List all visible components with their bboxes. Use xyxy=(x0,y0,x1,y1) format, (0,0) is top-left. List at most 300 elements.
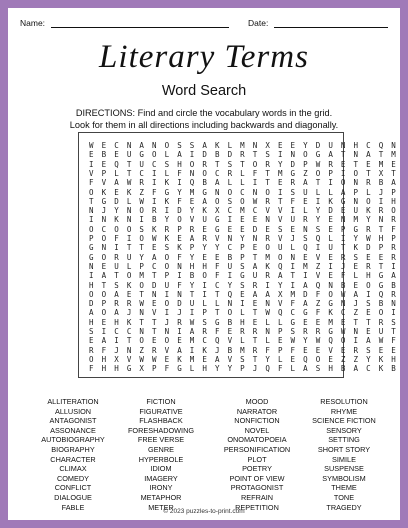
grid-letter[interactable]: A xyxy=(340,187,346,197)
grid-letter[interactable]: K xyxy=(328,196,333,206)
grid-letter[interactable]: R xyxy=(252,327,258,336)
grid-letter[interactable]: R xyxy=(252,280,258,290)
grid-letter[interactable]: T xyxy=(252,336,258,346)
grid-letter[interactable]: O xyxy=(328,289,333,299)
grid-letter[interactable]: V xyxy=(315,271,321,281)
grid-letter[interactable]: A xyxy=(277,271,283,281)
grid-letter[interactable]: T xyxy=(340,243,346,253)
grid-letter[interactable]: T xyxy=(265,168,270,178)
grid-letter[interactable]: C xyxy=(139,168,144,178)
grid-letter[interactable]: O xyxy=(227,308,233,318)
grid-letter[interactable]: E xyxy=(265,224,270,234)
grid-letter[interactable]: I xyxy=(152,196,157,206)
grid-letter[interactable]: Y xyxy=(189,252,195,262)
grid-letter[interactable]: I xyxy=(164,289,170,299)
grid-letter[interactable]: Y xyxy=(227,364,233,374)
grid-letter[interactable]: T xyxy=(366,168,371,178)
grid-letter[interactable]: N xyxy=(391,299,396,309)
grid-letter[interactable]: Q xyxy=(265,364,270,374)
grid-letter[interactable]: I xyxy=(378,196,384,206)
grid-letter[interactable]: G xyxy=(353,224,359,234)
grid-letter[interactable]: N xyxy=(340,299,346,309)
grid-letter[interactable]: E xyxy=(277,178,283,188)
grid-letter[interactable]: Q xyxy=(315,234,321,243)
grid-letter[interactable]: Y xyxy=(139,252,144,262)
grid-letter[interactable]: H xyxy=(353,141,359,150)
grid-letter[interactable]: O xyxy=(164,299,170,309)
grid-letter[interactable]: K xyxy=(101,187,107,197)
grid-letter[interactable]: S xyxy=(315,224,321,234)
grid-letter[interactable]: T xyxy=(378,261,384,271)
grid-letter[interactable]: M xyxy=(290,289,296,299)
grid-letter[interactable]: K xyxy=(328,308,333,318)
grid-letter[interactable]: S xyxy=(177,141,182,150)
grid-letter[interactable]: N xyxy=(152,289,157,299)
grid-letter[interactable]: L xyxy=(277,354,283,364)
grid-letter[interactable]: I xyxy=(114,336,119,346)
grid-letter[interactable]: S xyxy=(202,317,207,327)
grid-letter[interactable]: X xyxy=(214,206,220,216)
grid-letter[interactable]: Q xyxy=(378,141,384,150)
grid-letter[interactable]: E xyxy=(353,261,359,271)
grid-letter[interactable]: L xyxy=(214,299,220,309)
grid-letter[interactable]: O xyxy=(340,336,346,346)
grid-letter[interactable]: V xyxy=(315,252,321,262)
grid-letter[interactable]: G xyxy=(89,243,94,253)
grid-letter[interactable]: E xyxy=(214,252,220,262)
grid-letter[interactable]: J xyxy=(252,364,258,374)
grid-letter[interactable]: F xyxy=(252,168,258,178)
grid-letter[interactable]: I xyxy=(277,150,283,160)
grid-letter[interactable]: A xyxy=(214,178,220,188)
grid-letter[interactable]: M xyxy=(277,168,283,178)
grid-letter[interactable]: P xyxy=(101,299,107,309)
grid-letter[interactable]: L xyxy=(114,168,119,178)
grid-letter[interactable]: R xyxy=(265,196,270,206)
grid-letter[interactable]: V xyxy=(265,206,270,216)
grid-letter[interactable]: N xyxy=(252,187,258,197)
grid-letter[interactable]: U xyxy=(378,327,384,336)
grid-letter[interactable]: Z xyxy=(303,168,308,178)
grid-letter[interactable]: E xyxy=(89,150,94,160)
grid-letter[interactable]: I xyxy=(353,336,359,346)
grid-letter[interactable]: L xyxy=(328,187,333,197)
grid-letter[interactable]: R xyxy=(391,289,396,299)
grid-letter[interactable]: Y xyxy=(303,141,308,150)
grid-letter[interactable]: W xyxy=(366,234,371,243)
grid-letter[interactable]: M xyxy=(378,159,384,169)
grid-letter[interactable]: T xyxy=(126,168,132,178)
grid-letter[interactable]: Y xyxy=(214,364,220,374)
grid-letter[interactable]: O xyxy=(353,168,359,178)
grid-letter[interactable]: Q xyxy=(114,159,119,169)
grid-letter[interactable]: U xyxy=(227,261,233,271)
grid-letter[interactable]: D xyxy=(328,206,333,216)
grid-letter[interactable]: I xyxy=(202,289,207,299)
grid-letter[interactable]: E xyxy=(202,252,207,262)
grid-letter[interactable]: D xyxy=(290,159,296,169)
grid-letter[interactable]: O xyxy=(189,159,195,169)
grid-letter[interactable]: H xyxy=(89,280,94,290)
grid-letter[interactable]: A xyxy=(391,271,396,281)
grid-letter[interactable]: U xyxy=(303,187,308,197)
grid-letter[interactable]: L xyxy=(227,178,233,188)
grid-letter[interactable]: O xyxy=(315,168,321,178)
grid-letter[interactable]: I xyxy=(328,178,333,188)
date-field[interactable] xyxy=(248,18,388,28)
grid-letter[interactable]: N xyxy=(353,327,359,336)
grid-letter[interactable]: O xyxy=(89,354,94,364)
grid-letter[interactable]: Y xyxy=(240,234,245,243)
grid-letter[interactable]: H xyxy=(328,364,333,374)
grid-letter[interactable]: Z xyxy=(353,354,359,364)
grid-letter[interactable]: B xyxy=(340,364,346,374)
grid-letter[interactable]: C xyxy=(126,327,132,336)
grid-letter[interactable]: I xyxy=(189,150,195,160)
grid-letter[interactable]: Q xyxy=(277,261,283,271)
grid-letter[interactable]: Q xyxy=(303,243,308,253)
grid-letter[interactable]: Y xyxy=(303,336,308,346)
grid-letter[interactable]: K xyxy=(164,178,170,188)
grid-letter[interactable]: W xyxy=(315,159,321,169)
grid-letter[interactable]: R xyxy=(202,234,207,243)
grid-letter[interactable]: O xyxy=(391,206,396,216)
grid-letter[interactable]: E xyxy=(340,206,346,216)
grid-letter[interactable]: L xyxy=(164,150,170,160)
grid-letter[interactable]: U xyxy=(126,150,132,160)
grid-letter[interactable]: G xyxy=(214,317,220,327)
grid-letter[interactable]: R xyxy=(189,224,195,234)
grid-letter[interactable]: T xyxy=(214,159,220,169)
grid-letter[interactable]: G xyxy=(290,317,296,327)
grid-letter[interactable]: I xyxy=(265,280,270,290)
grid-letter[interactable]: R xyxy=(202,159,207,169)
grid-letter[interactable]: P xyxy=(202,308,207,318)
grid-letter[interactable]: Y xyxy=(202,243,207,253)
grid-letter[interactable]: O xyxy=(177,215,182,225)
grid-letter[interactable]: K xyxy=(265,261,270,271)
grid-letter[interactable]: C xyxy=(340,308,346,318)
grid-letter[interactable]: S xyxy=(290,327,296,336)
grid-letter[interactable]: R xyxy=(152,206,157,216)
grid-letter[interactable]: F xyxy=(290,196,296,206)
grid-letter[interactable]: E xyxy=(240,224,245,234)
grid-letter[interactable]: S xyxy=(240,354,245,364)
grid-letter[interactable]: Y xyxy=(277,159,283,169)
grid-letter[interactable]: U xyxy=(328,141,333,150)
grid-letter[interactable]: I xyxy=(101,327,107,336)
grid-letter[interactable]: O xyxy=(340,178,346,188)
grid-letter[interactable]: M xyxy=(240,206,245,216)
grid-letter[interactable]: O xyxy=(89,187,94,197)
grid-letter[interactable]: K xyxy=(378,364,384,374)
name-field[interactable] xyxy=(20,18,229,28)
grid-letter[interactable]: V xyxy=(227,354,233,364)
grid-letter[interactable]: G xyxy=(378,280,384,290)
grid-letter[interactable]: Q xyxy=(303,354,308,364)
grid-letter[interactable]: R xyxy=(164,224,170,234)
grid-letter[interactable]: S xyxy=(277,224,283,234)
grid-letter[interactable]: I xyxy=(227,271,233,281)
grid-letter[interactable]: E xyxy=(152,299,157,309)
grid-letter[interactable]: E xyxy=(366,252,371,262)
grid-letter[interactable]: N xyxy=(353,196,359,206)
grid-letter[interactable]: P xyxy=(152,364,157,374)
grid-letter[interactable]: H xyxy=(391,354,396,364)
grid-letter[interactable]: C xyxy=(101,224,107,234)
grid-letter[interactable]: L xyxy=(240,336,245,346)
grid-letter[interactable]: B xyxy=(227,317,233,327)
grid-letter[interactable]: Y xyxy=(315,215,321,225)
grid-letter[interactable]: R xyxy=(391,252,396,262)
grid-letter[interactable]: T xyxy=(366,317,371,327)
grid-letter[interactable]: S xyxy=(114,280,119,290)
grid-letter[interactable]: B xyxy=(101,150,107,160)
grid-letter[interactable]: E xyxy=(315,317,321,327)
grid-letter[interactable]: E xyxy=(328,252,333,262)
grid-letter[interactable]: K xyxy=(378,354,384,364)
grid-letter[interactable]: L xyxy=(240,168,245,178)
grid-letter[interactable]: X xyxy=(277,289,283,299)
grid-letter[interactable]: S xyxy=(164,243,170,253)
grid-letter[interactable]: O xyxy=(277,252,283,262)
grid-letter[interactable]: E xyxy=(202,224,207,234)
grid-letter[interactable]: O xyxy=(366,280,371,290)
grid-letter[interactable]: E xyxy=(101,317,107,327)
grid-letter[interactable]: S xyxy=(366,345,371,355)
grid-letter[interactable]: Q xyxy=(189,178,195,188)
grid-letter[interactable]: Y xyxy=(164,215,170,225)
grid-letter[interactable]: J xyxy=(164,317,170,327)
grid-letter[interactable]: I xyxy=(177,271,182,281)
grid-letter[interactable]: G xyxy=(164,187,170,197)
grid-letter[interactable]: F xyxy=(89,364,94,374)
grid-letter[interactable]: R xyxy=(328,159,333,169)
grid-letter[interactable]: C xyxy=(366,141,371,150)
grid-letter[interactable]: N xyxy=(265,327,270,336)
grid-letter[interactable]: O xyxy=(366,196,371,206)
grid-letter[interactable]: K xyxy=(126,187,132,197)
grid-letter[interactable]: L xyxy=(277,317,283,327)
grid-letter[interactable]: K xyxy=(202,345,207,355)
grid-letter[interactable]: P xyxy=(240,243,245,253)
grid-letter[interactable]: W xyxy=(290,336,296,346)
grid-letter[interactable]: Q xyxy=(227,289,233,299)
grid-letter[interactable]: E xyxy=(227,224,233,234)
grid-letter[interactable]: D xyxy=(202,150,207,160)
grid-letter[interactable]: C xyxy=(252,206,258,216)
grid-letter[interactable]: E xyxy=(353,280,359,290)
grid-letter[interactable]: V xyxy=(189,215,195,225)
grid-letter[interactable]: T xyxy=(126,159,132,169)
grid-letter[interactable]: Y xyxy=(315,206,321,216)
grid-letter[interactable]: N xyxy=(353,178,359,188)
grid-letter[interactable]: O xyxy=(265,243,270,253)
grid-letter[interactable]: A xyxy=(114,289,119,299)
grid-letter[interactable]: N xyxy=(340,141,346,150)
grid-letter[interactable]: G xyxy=(328,299,333,309)
grid-letter[interactable]: I xyxy=(164,206,170,216)
grid-letter[interactable]: D xyxy=(252,224,258,234)
grid-letter[interactable]: L xyxy=(189,364,195,374)
grid-letter[interactable]: I xyxy=(139,215,144,225)
grid-letter[interactable]: P xyxy=(277,327,283,336)
grid-letter[interactable]: V xyxy=(277,206,283,216)
grid-letter[interactable]: O xyxy=(152,150,157,160)
grid-letter[interactable]: T xyxy=(252,308,258,318)
grid-letter[interactable]: J xyxy=(290,234,296,243)
grid-letter[interactable]: G xyxy=(101,196,107,206)
grid-letter[interactable]: E xyxy=(328,224,333,234)
grid-letter[interactable]: H xyxy=(391,196,396,206)
grid-letter[interactable]: Z xyxy=(139,187,144,197)
grid-letter[interactable]: E xyxy=(101,261,107,271)
grid-letter[interactable]: P xyxy=(391,234,396,243)
grid-letter[interactable]: M xyxy=(265,252,270,262)
grid-letter[interactable]: F xyxy=(391,336,396,346)
grid-letter[interactable]: G xyxy=(177,364,182,374)
grid-letter[interactable]: T xyxy=(240,159,245,169)
grid-letter[interactable]: W xyxy=(315,336,321,346)
grid-letter[interactable]: S xyxy=(240,261,245,271)
grid-letter[interactable]: N xyxy=(126,345,132,355)
grid-letter[interactable]: R xyxy=(353,345,359,355)
grid-letter[interactable]: E xyxy=(328,215,333,225)
grid-letter[interactable]: V xyxy=(126,354,132,364)
grid-letter[interactable]: S xyxy=(391,317,396,327)
grid-letter[interactable]: N xyxy=(89,206,94,216)
grid-letter[interactable]: Z xyxy=(340,354,346,364)
grid-letter[interactable]: R xyxy=(391,215,396,225)
grid-letter[interactable]: E xyxy=(177,234,182,243)
grid-letter[interactable]: I xyxy=(252,178,258,188)
grid-letter[interactable]: P xyxy=(189,243,195,253)
grid-letter[interactable]: A xyxy=(177,150,182,160)
grid-letter[interactable]: H xyxy=(378,234,384,243)
grid-letter[interactable]: N xyxy=(139,327,144,336)
grid-letter[interactable]: Y xyxy=(227,280,233,290)
grid-letter[interactable]: G xyxy=(240,271,245,281)
grid-letter[interactable]: O xyxy=(164,252,170,262)
grid-letter[interactable]: F xyxy=(277,364,283,374)
grid-letter[interactable]: Z xyxy=(353,308,359,318)
grid-letter[interactable]: N xyxy=(227,299,233,309)
grid-letter[interactable]: F xyxy=(214,327,220,336)
grid-letter[interactable]: E xyxy=(252,299,258,309)
grid-letter[interactable]: J xyxy=(214,345,220,355)
grid-letter[interactable]: Z xyxy=(139,345,144,355)
grid-letter[interactable]: O xyxy=(265,187,270,197)
grid-letter[interactable]: E xyxy=(252,243,258,253)
grid-letter[interactable]: D xyxy=(227,150,233,160)
grid-letter[interactable]: Y xyxy=(177,187,182,197)
grid-letter[interactable]: O xyxy=(252,159,258,169)
grid-letter[interactable]: O xyxy=(139,336,144,346)
grid-letter[interactable]: A xyxy=(303,280,308,290)
grid-letter[interactable]: Y xyxy=(366,354,371,364)
grid-letter[interactable]: R xyxy=(152,345,157,355)
grid-letter[interactable]: E xyxy=(366,327,371,336)
grid-letter[interactable]: R xyxy=(366,224,371,234)
grid-letter[interactable]: R xyxy=(378,317,384,327)
grid-letter[interactable]: I xyxy=(366,289,371,299)
grid-letter[interactable]: T xyxy=(89,196,94,206)
grid-letter[interactable]: R xyxy=(378,206,384,216)
grid-letter[interactable]: S xyxy=(89,327,94,336)
grid-letter[interactable]: T xyxy=(353,159,359,169)
grid-letter[interactable]: I xyxy=(391,308,396,318)
grid-letter[interactable]: F xyxy=(340,271,346,281)
grid-letter[interactable]: I xyxy=(277,187,283,197)
grid-letter[interactable]: A xyxy=(114,308,119,318)
grid-letter[interactable]: N xyxy=(177,289,182,299)
grid-letter[interactable]: K xyxy=(366,206,371,216)
grid-letter[interactable]: O xyxy=(139,280,144,290)
grid-letter[interactable]: T xyxy=(214,308,220,318)
grid-letter[interactable]: E xyxy=(340,317,346,327)
grid-letter[interactable]: U xyxy=(189,299,195,309)
grid-letter[interactable]: S xyxy=(265,150,270,160)
grid-letter[interactable]: N xyxy=(126,206,132,216)
grid-letter[interactable]: E xyxy=(303,317,308,327)
grid-letter[interactable]: S xyxy=(240,280,245,290)
grid-letter[interactable]: N xyxy=(227,234,233,243)
grid-letter[interactable]: N xyxy=(164,327,170,336)
grid-letter[interactable]: V xyxy=(328,345,333,355)
grid-letter[interactable]: L xyxy=(265,317,270,327)
grid-letter[interactable]: L xyxy=(164,168,170,178)
grid-letter[interactable]: H xyxy=(189,261,195,271)
grid-letter[interactable]: T xyxy=(152,317,157,327)
grid-letter[interactable]: L xyxy=(265,336,270,346)
grid-letter[interactable]: P xyxy=(240,364,245,374)
grid-letter[interactable]: B xyxy=(378,299,384,309)
grid-letter[interactable]: A xyxy=(152,252,157,262)
grid-letter[interactable]: P xyxy=(340,224,346,234)
grid-letter[interactable]: P xyxy=(139,261,144,271)
grid-letter[interactable]: S xyxy=(139,224,144,234)
grid-letter[interactable]: W xyxy=(152,354,157,364)
grid-letter[interactable]: P xyxy=(240,252,245,262)
grid-letter[interactable]: O xyxy=(164,141,170,150)
grid-letter[interactable]: T xyxy=(391,168,396,178)
grid-letter[interactable]: J xyxy=(378,187,384,197)
grid-letter[interactable]: N xyxy=(378,215,384,225)
grid-letter[interactable]: W xyxy=(265,308,270,318)
grid-letter[interactable]: T xyxy=(290,271,296,281)
grid-letter[interactable]: N xyxy=(328,280,333,290)
grid-letter[interactable]: O xyxy=(101,289,107,299)
grid-letter[interactable]: H xyxy=(114,317,119,327)
grid-letter[interactable]: O xyxy=(114,224,119,234)
grid-letter[interactable]: F xyxy=(101,345,107,355)
grid-letter[interactable]: D xyxy=(114,196,119,206)
grid-letter[interactable]: T xyxy=(126,243,132,253)
grid-letter[interactable]: R xyxy=(139,178,144,188)
grid-letter[interactable]: G xyxy=(290,168,296,178)
grid-letter[interactable]: C xyxy=(114,141,119,150)
grid-letter[interactable]: O xyxy=(139,234,144,243)
grid-letter[interactable]: M xyxy=(139,271,144,281)
grid-letter[interactable]: I xyxy=(303,271,308,281)
grid-letter[interactable]: O xyxy=(202,271,207,281)
grid-letter[interactable]: A xyxy=(265,289,270,299)
grid-letter[interactable]: K xyxy=(164,234,170,243)
grid-letter[interactable]: I xyxy=(290,280,296,290)
grid-letter[interactable]: P xyxy=(378,243,384,253)
grid-letter[interactable]: E xyxy=(340,159,346,169)
grid-letter[interactable]: N xyxy=(152,141,157,150)
